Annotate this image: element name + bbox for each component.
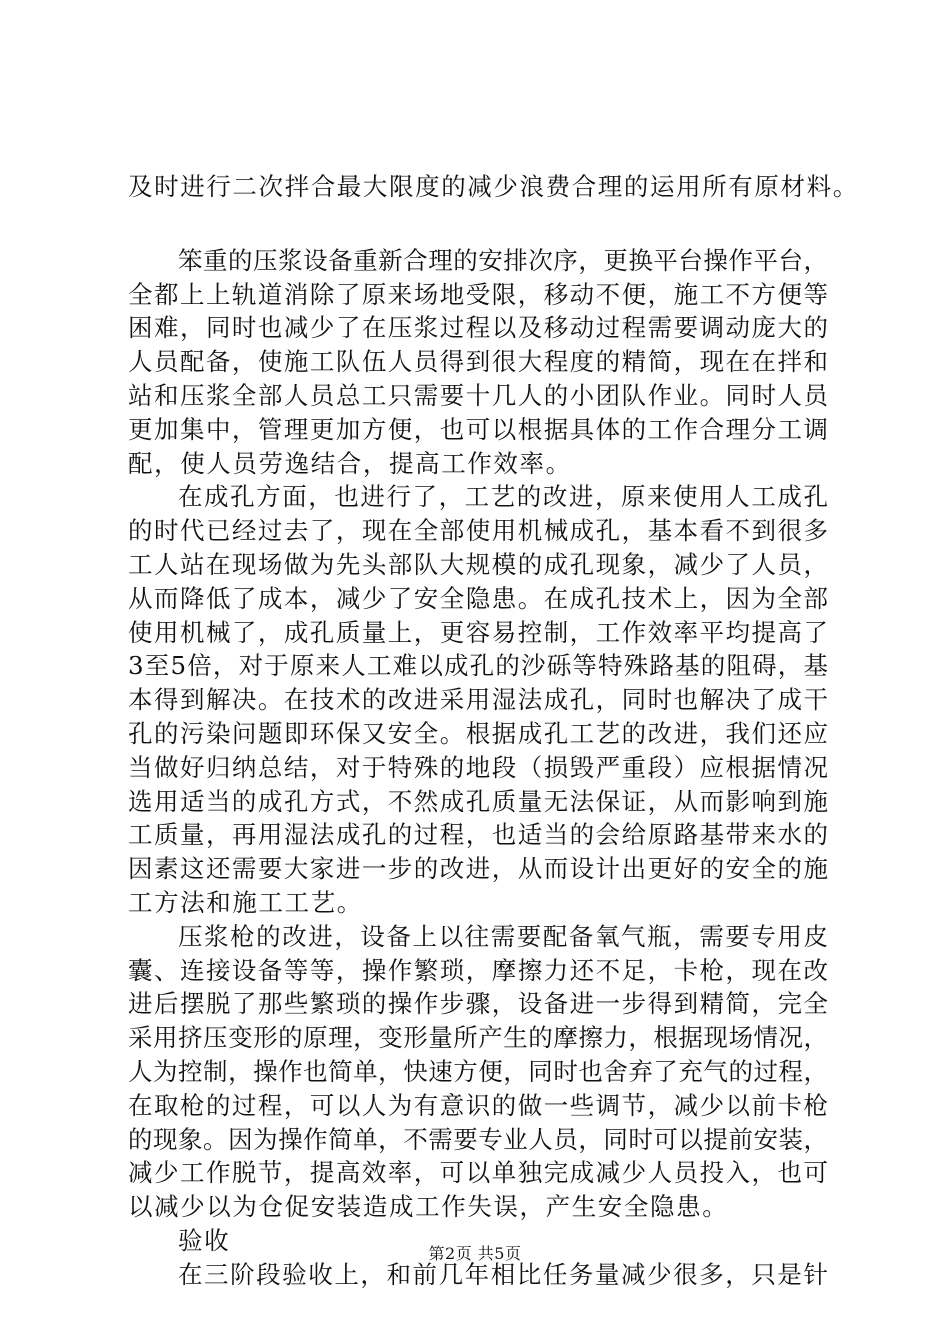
text-line: 的现象。因为操作简单，不需要专业人员，同时可以提前安装，	[128, 1124, 828, 1154]
text-line: 验收	[178, 1225, 231, 1255]
text-line: 笨重的压浆设备重新合理的安排次序，更换平台操作平台，	[178, 245, 828, 275]
text-line: 因素这还需要大家进一步的改进，从而设计出更好的安全的施	[128, 854, 828, 884]
text-line: 采用挤压变形的原理，变形量所产生的摩擦力，根据现场情况，	[128, 1023, 828, 1053]
text-line: 当做好归纳总结，对于特殊的地段（损毁严重段）应根据情况	[128, 752, 828, 782]
text-line: 困难，同时也减少了在压浆过程以及移动过程需要调动庞大的	[128, 313, 828, 343]
text-line: 的时代已经过去了，现在全部使用机械成孔，基本看不到很多	[128, 516, 828, 546]
text-line: 选用适当的成孔方式，不然成孔质量无法保证，从而影响到施	[128, 786, 828, 816]
text-line: 更加集中，管理更加方便，也可以根据具体的工作合理分工调	[128, 414, 828, 444]
page-footer: 第2页 共5页	[428, 1244, 522, 1263]
text-line: 在取枪的过程，可以人为有意识的做一些调节，减少以前卡枪	[128, 1090, 828, 1120]
text-line: 减少工作脱节，提高效率，可以单独完成减少人员投入，也可	[128, 1158, 828, 1188]
text-line: 人为控制，操作也简单，快速方便，同时也舍弃了充气的过程，	[128, 1056, 828, 1086]
text-line: 工质量，再用湿法成孔的过程，也适当的会给原路基带来水的	[128, 820, 828, 850]
text-line: 3至5倍，对于原来人工难以成孔的沙砾等特殊路基的阻碍，基	[128, 651, 828, 681]
text-line: 及时进行二次拌合最大限度的减少浪费合理的运用所有原材料。	[128, 172, 859, 201]
text-line: 配，使人员劳逸结合，提高工作效率。	[128, 448, 572, 478]
text-line: 全都上上轨道消除了原来场地受限，移动不便，施工不方便等	[128, 279, 828, 309]
text-line: 以减少以为仓促安装造成工作失误，产生安全隐患。	[128, 1192, 729, 1222]
text-line: 本得到解决。在技术的改进采用湿法成孔，同时也解决了成干	[128, 685, 828, 715]
text-line: 从而降低了成本，减少了安全隐患。在成孔技术上，因为全部	[128, 583, 828, 613]
text-line: 囊、连接设备等等，操作繁琐，摩擦力还不足，卡枪，现在改	[128, 955, 828, 985]
text-line: 在三阶段验收上，和前几年相比任务量减少很多，只是针	[178, 1259, 828, 1289]
paragraph-gap	[128, 204, 828, 244]
text-line: 站和压浆全部人员总工只需要十几人的小团队作业。同时人员	[128, 380, 828, 410]
document-body	[128, 170, 859, 1292]
text-line: 孔的污染问题即环保又安全。根据成孔工艺的改进，我们还应	[128, 718, 828, 748]
text-line: 人员配备，使施工队伍人员得到很大程度的精简，现在在拌和	[128, 347, 828, 377]
text-line: 压浆枪的改进，设备上以往需要配备氧气瓶，需要专用皮	[178, 921, 828, 951]
text-line: 工方法和施工工艺。	[128, 887, 363, 917]
text-line: 进后摆脱了那些繁琐的操作步骤，设备进一步得到精简，完全	[128, 989, 828, 1019]
text-line: 在成孔方面，也进行了，工艺的改进，原来使用人工成孔	[178, 482, 828, 512]
text-line: 工人站在现场做为先头部队大规模的成孔现象，减少了人员，	[128, 549, 828, 579]
text-line: 使用机械了，成孔质量上，更容易控制，工作效率平均提高了	[128, 617, 828, 647]
